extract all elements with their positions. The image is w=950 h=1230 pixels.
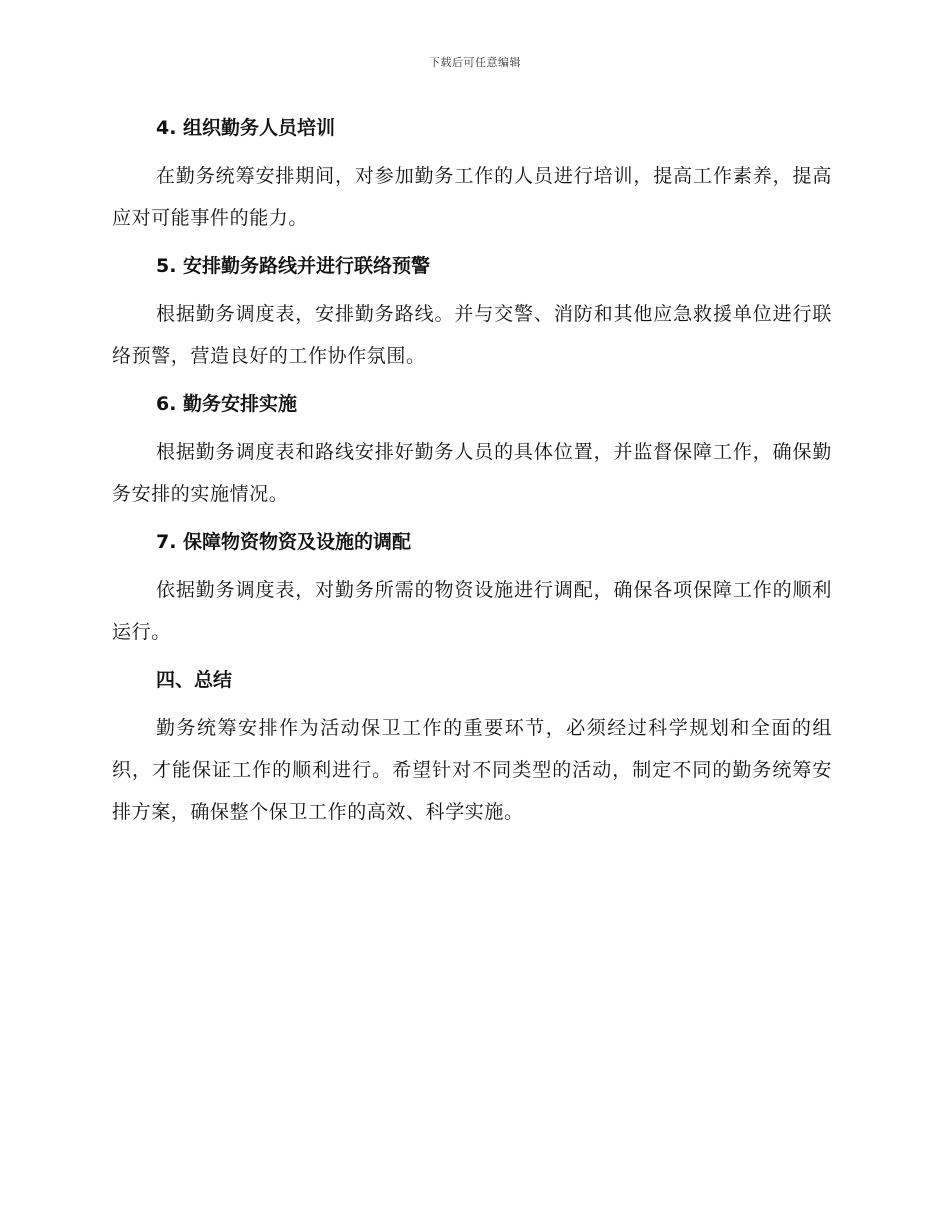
section-7 [112, 526, 832, 653]
section-heading: 四、总结 [156, 669, 233, 691]
section-6 [112, 388, 832, 515]
section-paragraph: 在勤务统筹安排期间，对参加勤务工作的人员进行培训，提高工作素养，提高应对可能事件的能力。 [112, 165, 832, 229]
section-5 [112, 250, 832, 377]
section-paragraph: 根据勤务调度表和路线安排好勤务人员的具体位置，并监督保障工作，确保勤务安排的实施情况。 [112, 441, 832, 505]
section-heading: 4. 组织勤务人员培训 [156, 117, 336, 139]
section-paragraph: 勤务统筹安排作为活动保卫工作的重要环节，必须经过科学规划和全面的组织，才能保证工作的顺利进行。希望针对不同类型的活动，制定不同的勤务统筹安排方案，确保整个保卫工作的高效、科学实施。 [112, 717, 832, 823]
section-4 [112, 112, 832, 239]
section-paragraph: 依据勤务调度表，对勤务所需的物资设施进行调配，确保各项保障工作的顺利运行。 [112, 579, 832, 643]
document-body [112, 112, 832, 844]
page-header: 下载后可任意编辑 [429, 56, 521, 69]
section-heading: 7. 保障物资物资及设施的调配 [156, 531, 412, 553]
section-heading: 6. 勤务安排实施 [156, 393, 298, 415]
section-summary [112, 664, 832, 833]
section-heading: 5. 安排勤务路线并进行联络预警 [156, 255, 431, 277]
section-paragraph: 根据勤务调度表，安排勤务路线。并与交警、消防和其他应急救援单位进行联络预警，营造良好的工作协作氛围。 [112, 303, 832, 367]
